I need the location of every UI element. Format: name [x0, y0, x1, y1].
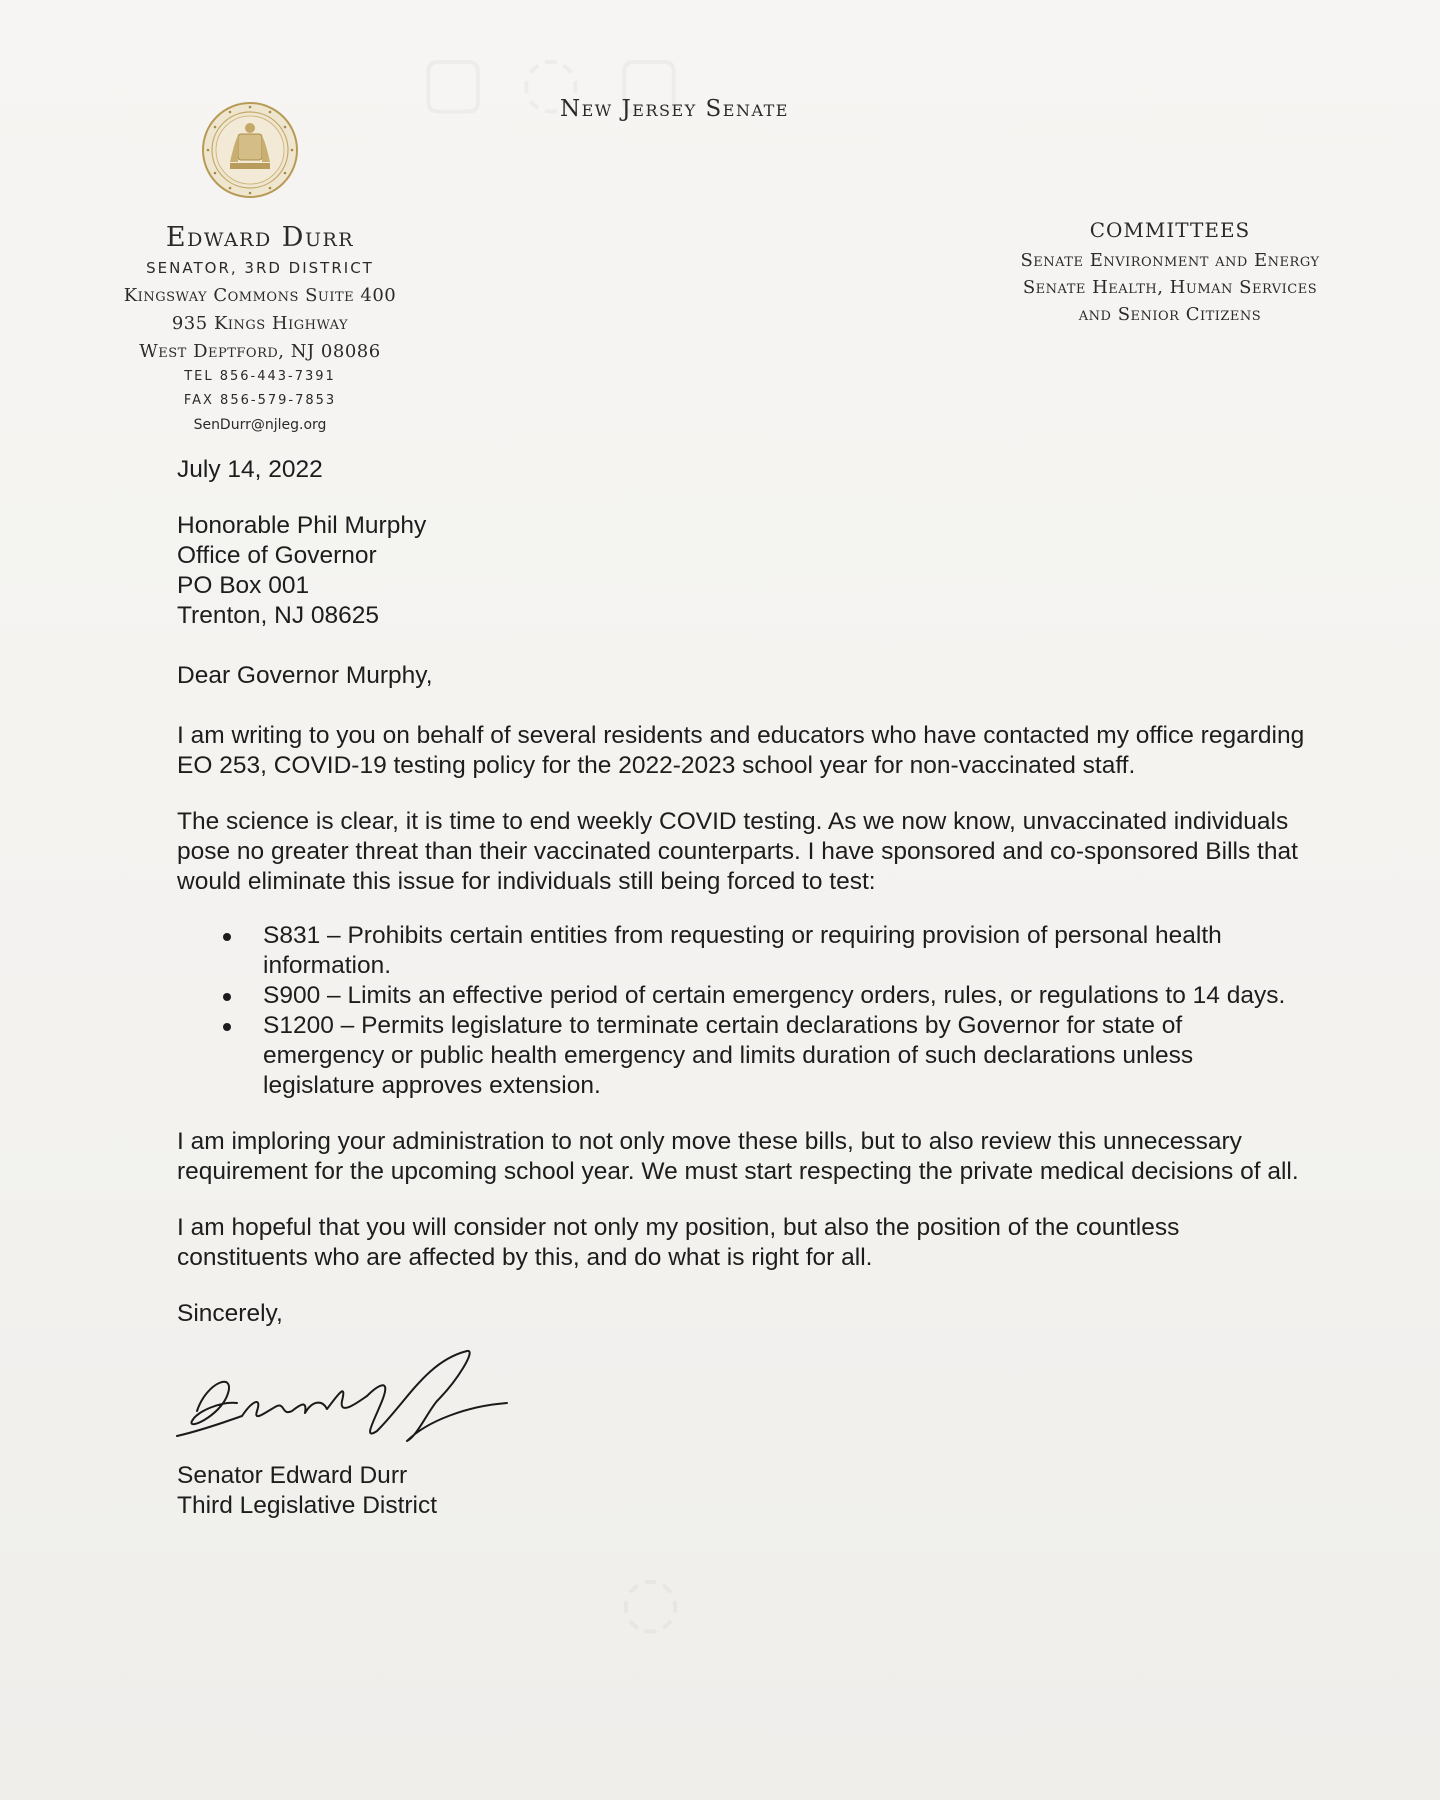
- handwritten-signature: [167, 1341, 527, 1451]
- sender-name: Edward Durr: [165, 222, 355, 253]
- sender-phone: TEL 856-443-7391: [184, 369, 336, 384]
- sender-address-line2: 935 Kings Highway: [171, 313, 349, 334]
- recipient-address: [177, 511, 1307, 631]
- paragraph-4: I am hopeful that you will consider not only my position, but also the position of the countless constituents who are affected by this, and do what is right for all.: [177, 1214, 1180, 1271]
- letter-date: July 14, 2022: [177, 456, 323, 483]
- recipient-line: Trenton, NJ 08625: [177, 602, 380, 629]
- salutation: Dear Governor Murphy,: [177, 662, 433, 689]
- sender-role: SENATOR, 3RD DISTRICT: [146, 259, 374, 277]
- sender-fax: FAX 856-579-7853: [183, 393, 337, 408]
- sender-address-line1: Kingsway Commons Suite 400: [123, 285, 397, 306]
- letterhead-title: New Jersey Senate: [560, 96, 789, 122]
- committee-line-3: and Senior Citizens: [1078, 304, 1262, 325]
- signature-block: [177, 1461, 1307, 1521]
- recipient-line: Office of Governor: [177, 542, 377, 569]
- paragraph-3: I am imploring your administration to not only move these bills, but to also review this unnecessary requirement for the upcoming school year. We must start respecting the private medical decisions of all.: [177, 1128, 1299, 1185]
- bill-item: S900 – Limits an effective period of certain emergency orders, rules, or regulations to 14 days.: [263, 981, 1307, 1011]
- bill-list: [177, 921, 1307, 1101]
- paragraph-2: The science is clear, it is time to end weekly COVID testing. As we now know, unvaccinated individuals pose no greater threat than their vaccinated counterparts. I have sponsored and co-sponsored Bills that would eliminate this issue for individuals still being forced to test:: [177, 808, 1298, 895]
- committee-line-2: Senate Health, Human Services: [1022, 277, 1318, 298]
- closing: Sincerely,: [177, 1300, 283, 1327]
- committee-line-1: Senate Environment and Energy: [1020, 250, 1320, 271]
- committees-block: [940, 218, 1400, 331]
- bill-item: S831 – Prohibits certain entities from requesting or requiring provision of personal health information.: [263, 921, 1307, 981]
- recipient-line: PO Box 001: [177, 572, 310, 599]
- letter-body: [177, 455, 1307, 1521]
- state-seal-icon: [200, 100, 300, 200]
- sender-address-line3: West Deptford, NJ 08086: [139, 341, 381, 362]
- committees-title: COMMITTEES: [1089, 218, 1251, 242]
- sender-email: SenDurr@njleg.org: [193, 417, 327, 433]
- recipient-line: Honorable Phil Murphy: [177, 512, 427, 539]
- signer-title: Third Legislative District: [177, 1492, 438, 1519]
- sender-block: [90, 222, 430, 433]
- signer-name: Senator Edward Durr: [177, 1462, 408, 1489]
- paper-watermark: [620, 1560, 687, 1642]
- paragraph-1: I am writing to you on behalf of several residents and educators who have contacted my office regarding EO 253, COVID-19 testing policy for the 2022-2023 school year for non-vaccinated staff.: [177, 722, 1305, 779]
- bill-item: S1200 – Permits legislature to terminate certain declarations by Governor for state of emergency or public health emergency and limits duration of such declarations unless legislature approves extension.: [263, 1011, 1307, 1101]
